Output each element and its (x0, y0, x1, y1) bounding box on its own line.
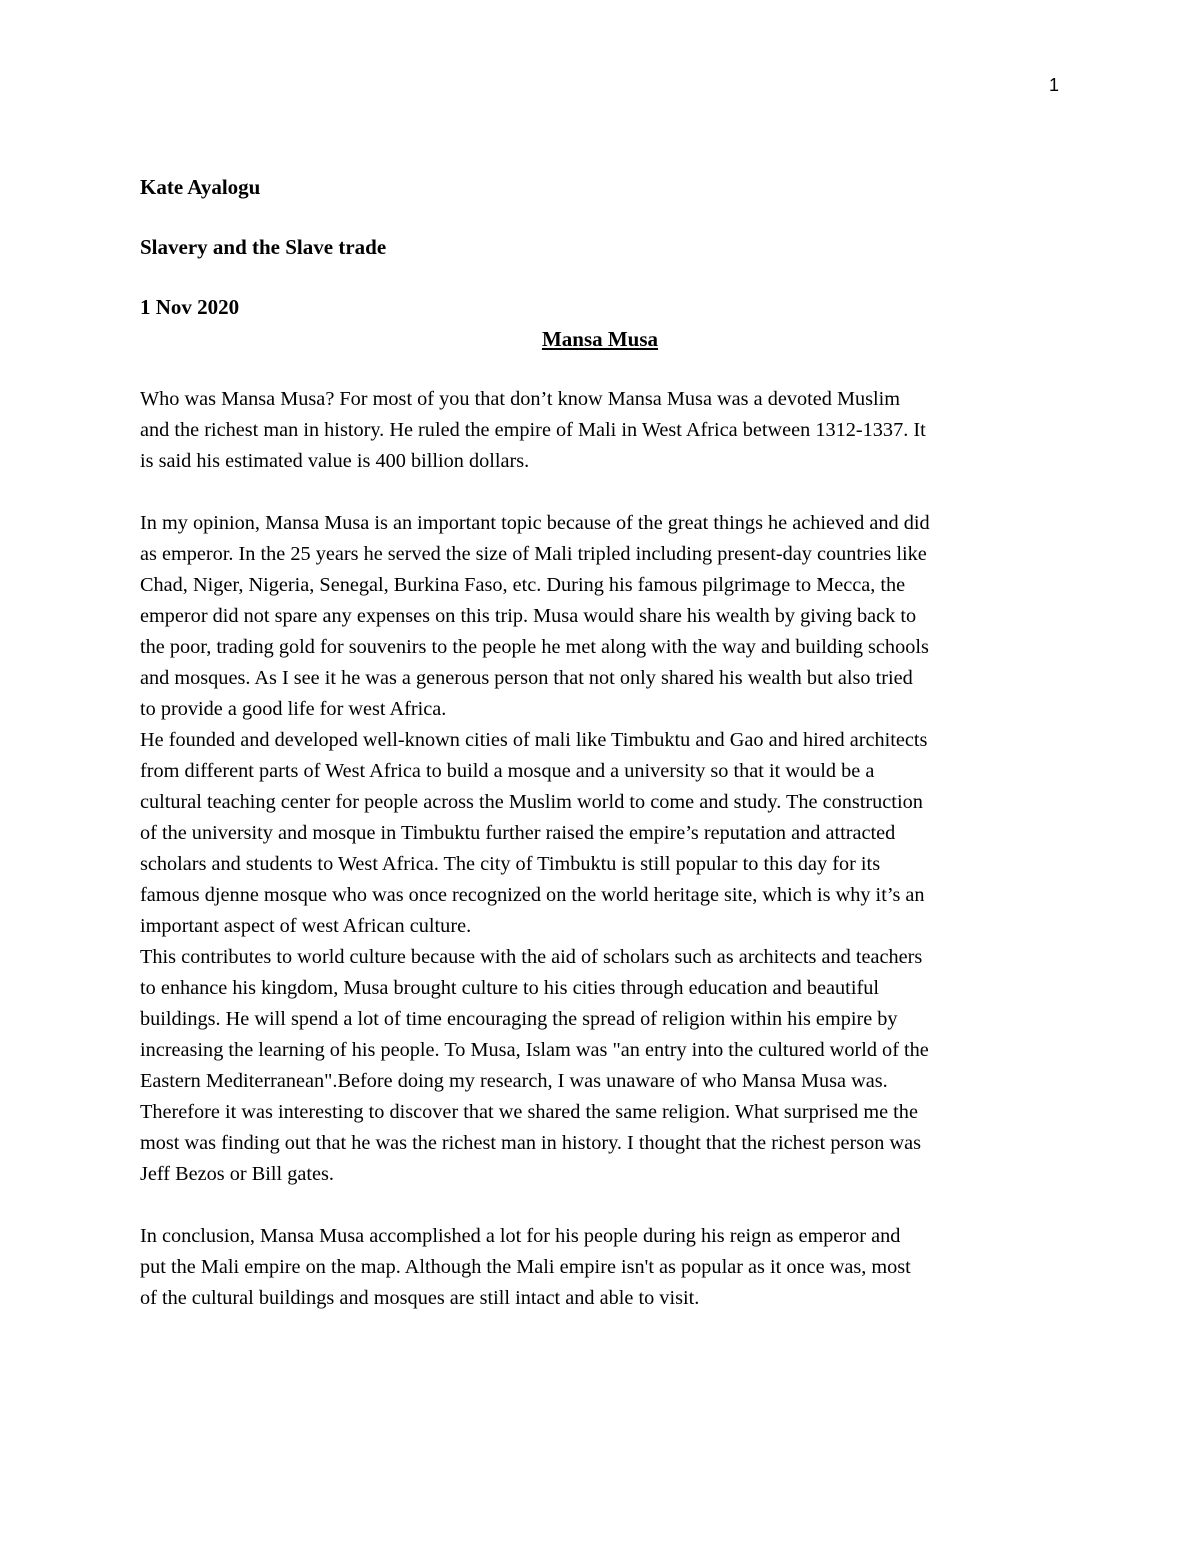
text-line: is said his estimated value is 400 billion dollars. (140, 450, 530, 472)
document-body (140, 384, 1065, 1314)
text-line: In conclusion, Mansa Musa accomplished a lot for his people during his reign as emperor and (140, 1225, 901, 1247)
paragraph-gap (140, 1190, 1065, 1221)
text-line: the poor, trading gold for souvenirs to the people he met along with the way and building schools (140, 636, 929, 658)
paragraph-intro (140, 384, 1065, 477)
text-line: from different parts of West Africa to build a mosque and a university so that it would be a (140, 760, 875, 782)
text-line: to provide a good life for west Africa. (140, 698, 447, 720)
paragraph-body (140, 508, 1065, 1190)
text-line: and the richest man in history. He ruled the empire of Mali in West Africa between 1312-1337. It (140, 419, 926, 441)
document-title: Mansa Musa (541, 327, 659, 351)
document-date: 1 Nov 2020 (140, 295, 240, 319)
course-name: Slavery and the Slave trade (140, 235, 387, 259)
text-line: and mosques. As I see it he was a generous person that not only shared his wealth but also tried (140, 667, 913, 689)
text-line: of the university and mosque in Timbuktu further raised the empire’s reputation and attracted (140, 822, 896, 844)
text-line: of the cultural buildings and mosques are still intact and able to visit. (140, 1287, 700, 1309)
text-line: increasing the learning of his people. To Musa, Islam was "an entry into the cultured world of the (140, 1039, 929, 1061)
text-line: Eastern Mediterranean".Before doing my research, I was unaware of who Mansa Musa was. (140, 1070, 888, 1092)
text-line: famous djenne mosque who was once recognized on the world heritage site, which is why it’s an (140, 884, 925, 906)
text-line: put the Mali empire on the map. Although the Mali empire isn't as popular as it once was, most (140, 1256, 911, 1278)
text-line: cultural teaching center for people across the Muslim world to come and study. The construction (140, 791, 923, 813)
paragraph-gap (140, 477, 1065, 508)
text-line: He founded and developed well-known cities of mali like Timbuktu and Gao and hired architects (140, 729, 928, 751)
text-line: scholars and students to West Africa. The city of Timbuktu is still popular to this day for its (140, 853, 881, 875)
text-line: important aspect of west African culture. (140, 915, 472, 937)
author-name: Kate Ayalogu (140, 175, 261, 199)
text-line: Jeff Bezos or Bill gates. (140, 1163, 334, 1185)
text-line: emperor did not spare any expenses on this trip. Musa would share his wealth by giving back to (140, 605, 917, 627)
text-line: to enhance his kingdom, Musa brought culture to his cities through education and beautiful (140, 977, 879, 999)
text-line: In my opinion, Mansa Musa is an important topic because of the great things he achieved and did (140, 512, 930, 534)
text-line: buildings. He will spend a lot of time encouraging the spread of religion within his empire by (140, 1008, 898, 1030)
text-line: Who was Mansa Musa? For most of you that don’t know Mansa Musa was a devoted Muslim (140, 388, 901, 410)
text-line: most was finding out that he was the richest man in history. I thought that the richest person was (140, 1132, 922, 1154)
page-number: 1 (1048, 75, 1059, 95)
text-line: Chad, Niger, Nigeria, Senegal, Burkina Faso, etc. During his famous pilgrimage to Mecca, the (140, 574, 906, 596)
text-line: as emperor. In the 25 years he served the size of Mali tripled including present-day countries like (140, 543, 927, 565)
paragraph-conclusion (140, 1221, 1065, 1314)
text-line: This contributes to world culture because with the aid of scholars such as architects and teachers (140, 946, 923, 968)
text-line: Therefore it was interesting to discover that we shared the same religion. What surprised me the (140, 1101, 918, 1123)
